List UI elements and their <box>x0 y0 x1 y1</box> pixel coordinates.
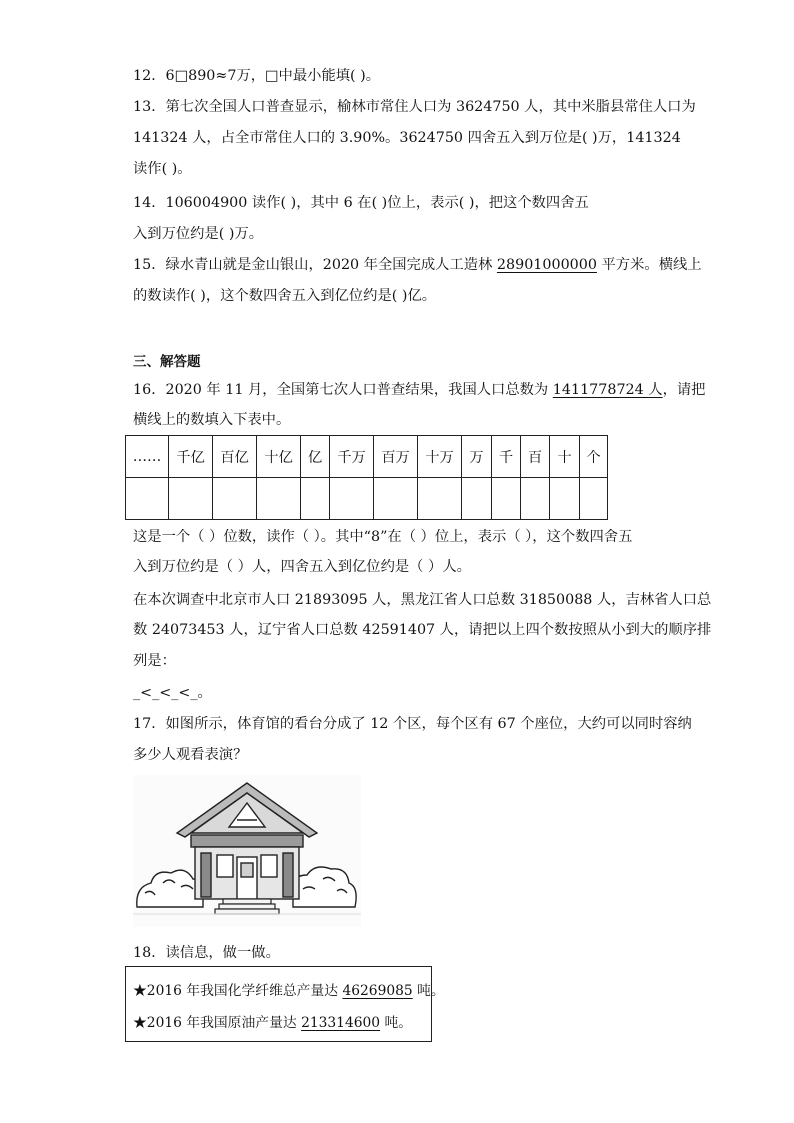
question-16-line-3: 这是一个（ ）位数，读作（ ）。其中“8”在（ ）位上，表示（ ），这个数四舍五 <box>133 529 633 545</box>
answer-cell[interactable] <box>492 478 521 520</box>
place-value-header: 千万 <box>330 436 374 478</box>
q15-text-b: 平方米。横线上 <box>596 257 702 273</box>
question-18-title: 18．读信息，做一做。 <box>133 945 280 961</box>
q16-underlined-number: 1411778724 人 <box>552 382 663 398</box>
info-text: 吨。 <box>412 983 445 999</box>
place-value-header: 万 <box>462 436 492 478</box>
answer-cell[interactable] <box>580 478 608 520</box>
answer-cell[interactable] <box>521 478 550 520</box>
info-text: 吨。 <box>380 1015 413 1031</box>
place-value-answer-row <box>126 478 608 520</box>
info-row-fiber <box>133 979 445 999</box>
q16-text-b: ，请把 <box>662 382 706 398</box>
place-value-header: 十 <box>550 436 580 478</box>
question-16-line-1 <box>133 380 705 400</box>
question-14-line-2: 入到万位约是( )万。 <box>133 226 264 242</box>
answer-cell[interactable] <box>126 478 169 520</box>
info-row-oil <box>133 1011 412 1031</box>
place-value-header: 千 <box>492 436 521 478</box>
info-text: ★2016 年我国原油产量达 <box>133 1015 302 1031</box>
answer-cell[interactable] <box>257 478 301 520</box>
answer-cell[interactable] <box>374 478 418 520</box>
place-value-header: 个 <box>580 436 608 478</box>
steps <box>215 899 279 914</box>
section-heading: 三、解答题 <box>133 354 201 370</box>
building-body <box>191 835 303 899</box>
q16-text-a: 16．2020 年 11 月，全国第七次人口普查结果，我国人口总数为 <box>133 382 553 398</box>
place-value-header: 百亿 <box>213 436 257 478</box>
info-underlined-number: 213314600 <box>301 1015 381 1031</box>
question-13-line-2: 141324 人，占全市常住人口的 3.90%。3624750 四舍五入到万位是( )万，141324 <box>133 130 681 146</box>
question-16-line-5: 在本次调查中北京市人口 21893095 人，黑龙江省人口总数 31850088 人，吉林省人口总 <box>133 592 712 608</box>
answer-cell[interactable] <box>462 478 492 520</box>
place-value-header-row <box>126 436 608 478</box>
question-16-line-2: 横线上的数填入下表中。 <box>133 412 291 428</box>
q15-underlined-number: 28901000000 <box>496 257 597 273</box>
question-16-ordering-blank: _<_<_<_。 <box>133 685 212 701</box>
info-text: ★2016 年我国化学纤维总产量达 <box>133 983 343 999</box>
place-value-table <box>125 435 608 520</box>
place-value-header: 百万 <box>374 436 418 478</box>
q15-text-a: 15．绿水青山就是金山银山，2020 年全国完成人工造林 <box>133 257 497 273</box>
question-17-line-2: 多少人观看表演？ <box>133 747 248 763</box>
place-value-header: …… <box>126 436 169 478</box>
place-value-header: 十万 <box>418 436 462 478</box>
question-13-line-1: 13．第七次全国人口普查显示，榆林市常住人口为 3624750 人，其中米脂县常住人口为 <box>133 99 696 115</box>
question-14-line-1: 14．106004900 读作( )，其中 6 在( )位上，表示( )，把这个数四舍五 <box>133 195 589 211</box>
info-underlined-number: 46269085 <box>342 983 413 999</box>
question-15-line-1 <box>133 255 702 275</box>
question-12: 12．6□890≈7万，□中最小能填( )。 <box>133 68 381 84</box>
question-17-line-1: 17．如图所示，体育馆的看台分成了 12 个区，每个区有 67 个座位，大约可以同时容纳 <box>133 716 692 732</box>
answer-cell[interactable] <box>418 478 462 520</box>
gymnasium-illustration <box>133 775 361 927</box>
question-15-line-2: 的数读作( )，这个数四舍五入到亿位约是( )亿。 <box>133 288 437 304</box>
answer-cell[interactable] <box>213 478 257 520</box>
place-value-header: 十亿 <box>257 436 301 478</box>
answer-cell[interactable] <box>330 478 374 520</box>
question-16-line-4: 入到万位约是（ ）人，四舍五入到亿位约是（ ）人。 <box>133 559 471 575</box>
answer-cell[interactable] <box>169 478 213 520</box>
info-box <box>125 966 445 1042</box>
question-16-line-7: 列是： <box>133 653 176 669</box>
place-value-header: 亿 <box>301 436 330 478</box>
place-value-header: 百 <box>521 436 550 478</box>
question-13-line-3: 读作( )。 <box>133 161 192 177</box>
place-value-header: 千亿 <box>169 436 213 478</box>
answer-cell[interactable] <box>550 478 580 520</box>
answer-cell[interactable] <box>301 478 330 520</box>
question-16-line-6: 数 24073453 人，辽宁省人口总数 42591407 人，请把以上四个数按照从小到大的顺序排 <box>133 622 712 638</box>
